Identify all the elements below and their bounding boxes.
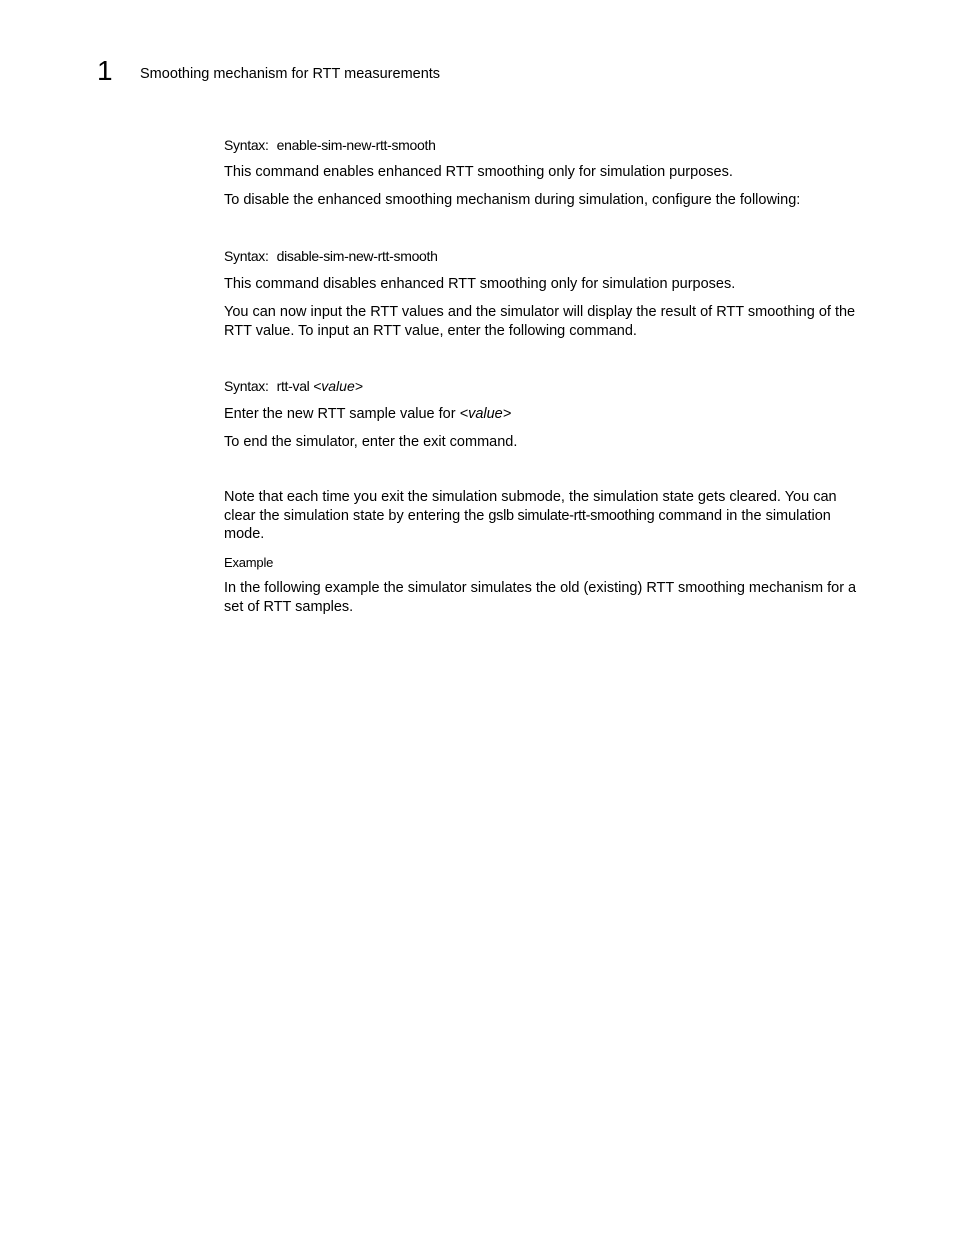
running-title: Smoothing mechanism for RTT measurements bbox=[140, 66, 441, 82]
paragraph-example-description: In the following example the simulator simulates the old (existing) RTT smoothing mechanism for a set of RTT samples. bbox=[224, 580, 857, 615]
syntax-disable-sim-new-rtt-smooth bbox=[224, 247, 438, 265]
syntax-label: Syntax: bbox=[224, 137, 269, 153]
syntax-enable-sim-new-rtt-smooth bbox=[224, 136, 436, 154]
syntax-label: Syntax: bbox=[224, 378, 269, 394]
syntax-command: disable-sim-new-rtt-smooth bbox=[276, 248, 438, 264]
paragraph-text: Enter the new RTT sample value for bbox=[224, 406, 460, 422]
syntax-command: enable-sim-new-rtt-smooth bbox=[276, 137, 436, 153]
paragraph-enable-description: This command enables enhanced RTT smoothing only for simulation purposes. bbox=[224, 164, 733, 180]
chapter-number: 1 bbox=[97, 55, 113, 86]
paragraph-argument: <value> bbox=[459, 406, 512, 422]
paragraph-disable-intro: To disable the enhanced smoothing mechanism during simulation, configure the following: bbox=[224, 192, 801, 208]
paragraph-input-rtt-intro: You can now input the RTT values and the simulator will display the result of RTT smoothing of the RTT value. To input an RTT value, enter the following command. bbox=[224, 304, 856, 339]
inline-command: gslb simulate-rtt-smoothing bbox=[488, 507, 655, 524]
paragraph-text-before: Note that each time you exit the simulation submode, the simulation state gets cleared. You can clear the simulation state by entering the bbox=[224, 489, 837, 524]
paragraph-note-simulation-state bbox=[224, 488, 872, 544]
example-heading: Example bbox=[224, 555, 274, 570]
paragraph-rtt-sample bbox=[224, 405, 872, 424]
syntax-label: Syntax: bbox=[224, 248, 269, 264]
syntax-rtt-val bbox=[224, 377, 363, 395]
syntax-command: rtt-val bbox=[276, 378, 310, 394]
paragraph-end-simulator: To end the simulator, enter the exit command. bbox=[224, 434, 518, 450]
syntax-argument: <value> bbox=[313, 378, 363, 394]
paragraph-disable-description: This command disables enhanced RTT smoothing only for simulation purposes. bbox=[224, 276, 736, 292]
paragraph-text-after: command in the simulation mode. bbox=[224, 507, 831, 542]
